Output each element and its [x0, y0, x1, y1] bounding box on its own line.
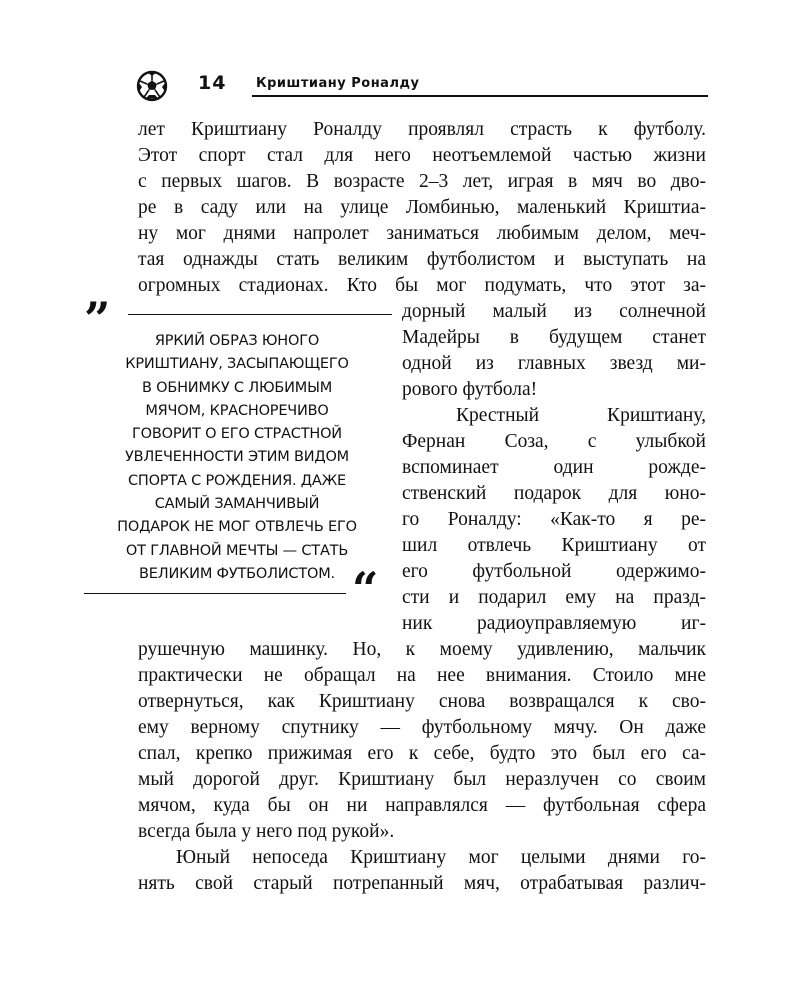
text-line: мый дорогой друг. Криштиану был неразлучен со своим [138, 769, 706, 790]
pull-quote-line: ГОВОРИТ О ЕГО СТРАСТНОЙ [132, 426, 342, 443]
text-line: вспоминает один рожде- [402, 457, 706, 478]
pull-quote-line: ПОДАРОК НЕ МОГ ОТВЛЕЧЬ ЕГО [117, 519, 357, 536]
pull-quote-line: ОТ ГЛАВНОЙ МЕЧТЫ — СТАТЬ [125, 542, 349, 559]
text-line: Юный непоседа Криштиану мог целыми днями го- [176, 847, 706, 868]
text-line: сти и подарил ему на празд- [402, 587, 706, 608]
text-line: Крестный Криштиану, [456, 405, 706, 426]
page-number: 14 [198, 72, 227, 94]
pull-quote-line: МЯЧОМ, КРАСНОРЕЧИВО [145, 402, 329, 419]
pull-quote-line: В ОБНИМКУ С ЛЮБИМЫМ [141, 379, 333, 396]
header-rule [252, 95, 708, 97]
text-line: его футбольной одержимо- [402, 561, 706, 582]
page-header [136, 68, 708, 102]
text-line: ник радиоуправляемую иг- [402, 613, 706, 634]
text-line: огромных стадионах. Кто бы мог подумать, что этот за- [138, 275, 706, 296]
text-line: го Роналду: «Как-то я ре- [402, 509, 706, 530]
text-line: рового футбола! [402, 379, 538, 400]
text-line: тая однажды стать великим футболистом и выступать на [138, 249, 706, 270]
text-line: ну мог днями напролет заниматься любимым делом, меч- [138, 223, 706, 244]
text-line: практически не обращал на нее внимания. Стоило мне [138, 665, 706, 686]
text-line: лет Криштиану Роналду проявлял страсть к футболу. [138, 119, 706, 140]
soccer-ball-icon [136, 70, 168, 102]
pull-quote-line: ЯРКИЙ ОБРАЗ ЮНОГО [154, 333, 320, 349]
quote-open-mark: ” [84, 292, 111, 346]
pull-quote-line: УВЛЕЧЕННОСТИ ЭТИМ ВИДОМ [124, 449, 349, 466]
text-line: Этот спорт стал для него неотъемлемой частью жизни [138, 145, 706, 166]
quote-rule-bottom [84, 593, 346, 594]
quote-rule-top [128, 314, 392, 315]
pull-quote [108, 330, 366, 586]
text-line: ственский подарок для юно- [402, 483, 706, 504]
pull-quote-line: САМЫЙ ЗАМАНЧИВЫЙ [154, 496, 320, 513]
text-line: с первых шагов. В возрасте 2–3 лет, играя в мяч во дво- [138, 171, 706, 192]
text-line: Мадейры в будущем станет [402, 327, 706, 348]
text-line: ре в саду или на улице Ломбинью, маленький Криштиа- [138, 197, 706, 218]
text-line: дорный малый из солнечной [402, 301, 706, 322]
text-line: одной из главных звезд ми- [402, 353, 706, 374]
running-title: Криштиану Роналду [256, 76, 420, 91]
text-line: шил отвлечь Криштиану от [402, 535, 706, 556]
text-line: отвернуться, как Криштиану снова возвращался к сво- [138, 691, 706, 712]
text-line: рушечную машинку. Но, к моему удивлению, мальчик [138, 639, 706, 660]
pull-quote-line: СПОРТА С РОЖДЕНИЯ. ДАЖЕ [127, 472, 347, 489]
text-line: Фернан Соза, с улыбкой [402, 431, 706, 452]
quote-close-mark: “ [352, 562, 379, 616]
text-line: спал, крепко прижимая его к себе, будто это был его са- [138, 743, 706, 764]
text-line: ему верному спутнику — футбольному мячу. Он даже [138, 717, 706, 738]
pull-quote-line: КРИШТИАНУ, ЗАСЫПАЮЩЕГО [125, 356, 349, 373]
pull-quote-line: ВЕЛИКИМ ФУТБОЛИСТОМ. [139, 565, 335, 582]
text-line: всегда была у него под рукой». [138, 821, 395, 842]
text-line: нять свой старый потрепанный мяч, отрабатывая различ- [138, 873, 706, 894]
text-line: мячом, куда бы он ни направлялся — футбольная сфера [138, 795, 706, 816]
